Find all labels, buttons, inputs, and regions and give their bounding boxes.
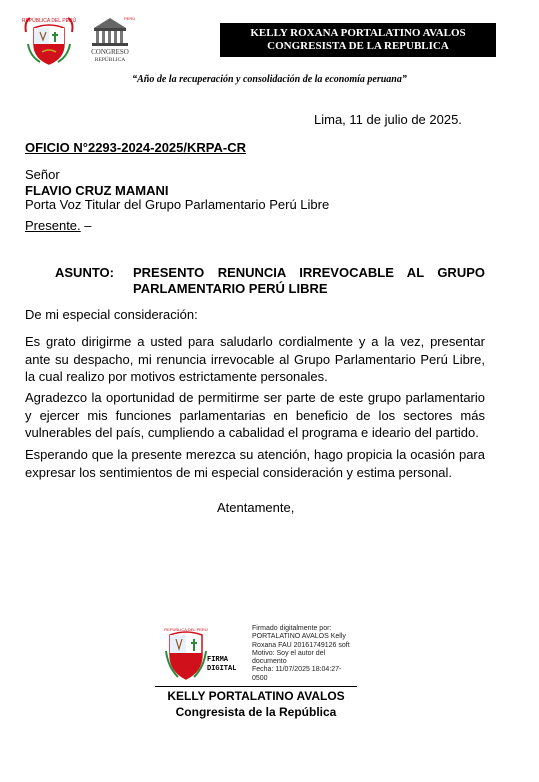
presente-suffix: –	[80, 218, 92, 233]
presente-label: Presente.	[25, 218, 81, 233]
subject-label: ASUNTO:	[55, 265, 114, 280]
closing: Atentamente,	[217, 500, 295, 515]
firma-digital-label	[207, 656, 236, 674]
paragraph-farewell: Esperando que la presente merezca su atención, hago propicia la ocasión para expresar los sentimientos de mi especial consideración y estima personal.	[25, 447, 485, 480]
firma-label-line2: DIGITAL	[207, 665, 237, 673]
presente-line	[25, 218, 92, 233]
sig-info-line: Fecha: 11/07/2025 18:04:27-0500	[252, 666, 342, 682]
signature-details	[252, 625, 352, 683]
document-reference: OFICIO N°2293-2024-2025/KRPA-CR	[25, 140, 246, 155]
sig-info-line: documento	[252, 658, 287, 666]
signer-title: Congresista de la República	[175, 705, 337, 719]
paragraph-greeting: De mi especial consideración:	[25, 307, 198, 322]
sig-info-line: Firmado digitalmente por:	[252, 625, 332, 632]
congress-small-label: PERÚ	[124, 16, 136, 21]
congress-label: CONGRESO	[91, 48, 129, 56]
year-motto: “Año de la recuperación y consolidación de la economía peruana”	[132, 74, 407, 85]
paragraph-gratitude: Agradezco la oportunidad de permitirme ser parte de este grupo parlamentario y ejercer mis funciones parlamentarias en beneficio de los sectores más vulnerables del país, cumpliendo a cabalidad el programa e ideario del partido.	[25, 390, 485, 440]
republica-label: REPÚBLICA	[94, 57, 126, 63]
sig-info-line: Roxana FAU 20161749126 soft	[252, 641, 350, 649]
sig-info-line: PORTALATINO AVALOS Kelly	[252, 633, 346, 641]
sender-name: KELLY ROXANA PORTALATINO AVALOS	[250, 27, 466, 39]
firma-label-line1: FIRMA	[207, 656, 229, 664]
seal-caption: REPÚBLICA DEL PERÚ	[164, 627, 208, 632]
letter-date: Lima, 11 de julio de 2025.	[314, 112, 462, 127]
signature-line	[155, 686, 357, 687]
subject-text: PRESENTO RENUNCIA IRREVOCABLE AL GRUPO PARLAMENTARIO PERÚ LIBRE	[133, 265, 485, 296]
peru-coat-of-arms-logo	[20, 14, 78, 68]
signer-name: KELLY PORTALATINO AVALOS	[167, 689, 345, 703]
addressee-name: FLAVIO CRUZ MAMANI	[25, 183, 169, 198]
sender-title-box	[220, 23, 496, 57]
congress-logo	[86, 14, 134, 62]
shield-caption: REPÚBLICA DEL PERÚ	[21, 18, 77, 24]
paragraph-resignation: Es grato dirigirme a usted para saludarlo cordialmente y a la vez, presentar ante su despacho, mi renuncia irrevocable al Grupo Parlamentario Perú Libre, la cual realizo por motivos estrictamente personales.	[25, 334, 485, 384]
digital-signature-seal	[164, 625, 208, 683]
sender-role: CONGRESISTA DE LA REPUBLICA	[267, 40, 449, 52]
addressee-position: Porta Voz Titular del Grupo Parlamentario Perú Libre	[25, 197, 330, 212]
salutation: Señor	[25, 167, 60, 182]
sig-info-line: Motivo: Soy el autor del	[252, 649, 326, 657]
